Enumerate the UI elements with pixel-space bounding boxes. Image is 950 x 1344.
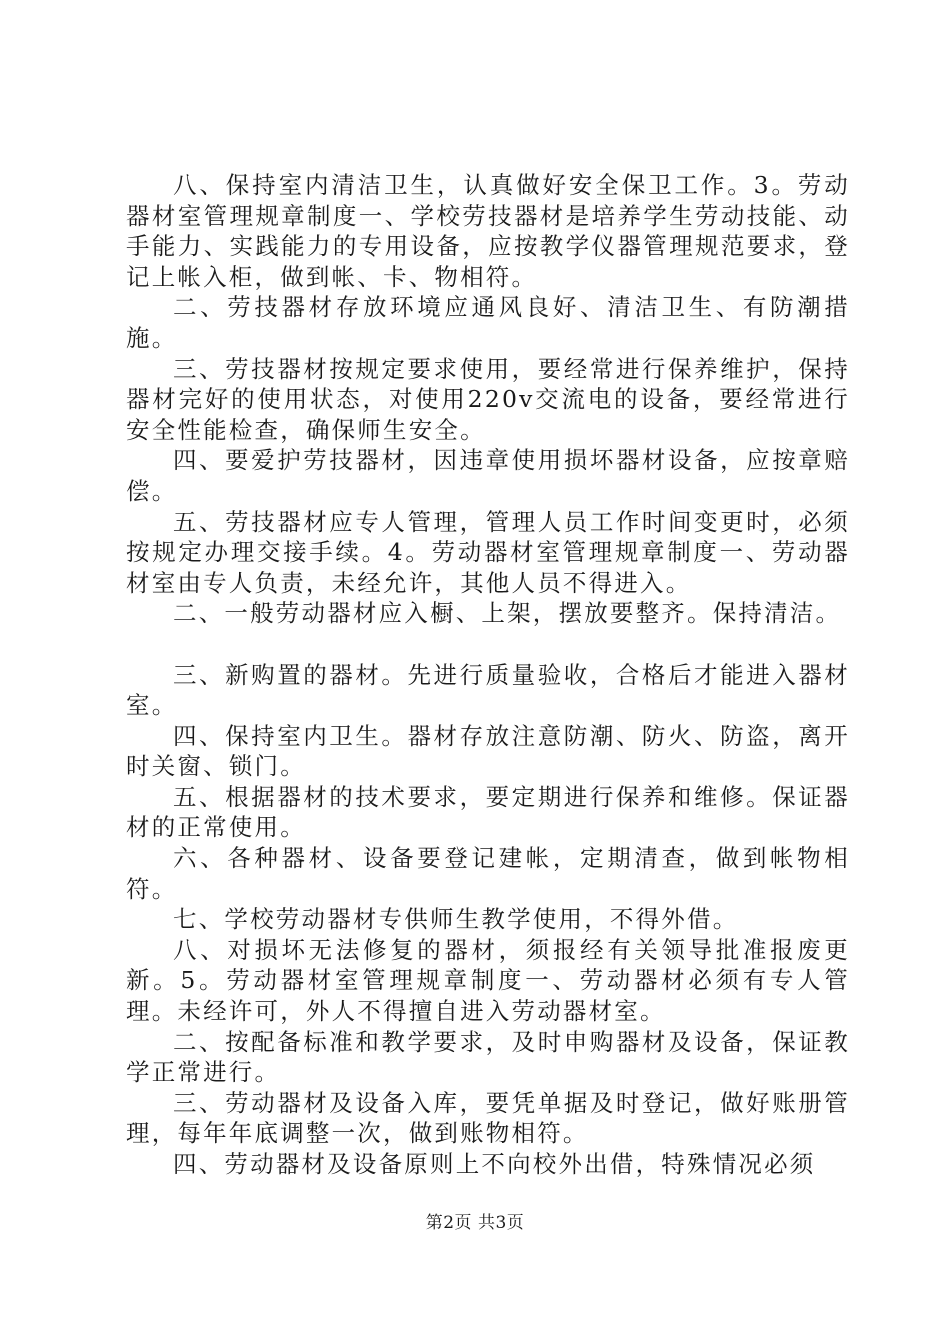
paragraph: 三、劳技器材按规定要求使用，要经常进行保养维护，保持器材完好的使用状态，对使用220v交流电的设备，要经常进行安全性能检查，确保师生安全。 <box>126 354 850 444</box>
paragraph: 三、劳动器材及设备入库，要凭单据及时登记，做好账册管理，每年年底调整一次，做到账物相符。 <box>126 1088 850 1148</box>
paragraph: 三、新购置的器材。先进行质量验收，合格后才能进入器材室。 <box>126 660 850 720</box>
paragraph: 六、各种器材、设备要登记建帐，定期清查，做到帐物相符。 <box>126 844 850 903</box>
paragraph: 五、根据器材的技术要求，要定期进行保养和维修。保证器材的正常使用。 <box>126 782 850 842</box>
document-body <box>126 170 850 1180</box>
paragraph: 七、学校劳动器材专供师生教学使用，不得外借。 <box>173 905 739 934</box>
paragraph: 四、要爱护劳技器材，因违章使用损坏器材设备，应按章赔偿。 <box>126 446 850 505</box>
paragraph: 八、对损坏无法修复的器材，须报经有关领导批准报废更新。5。劳动器材室管理规章制度一、劳动器材必须有专人管理。未经许可，外人不得擅自进入劳动器材室。 <box>126 935 850 1026</box>
paragraph: 二、按配备标准和教学要求，及时申购器材及设备，保证教学正常进行。 <box>126 1027 850 1087</box>
paragraph: 四、保持室内卫生。器材存放注意防潮、防火、防盗，离开时关窗、锁门。 <box>126 721 850 781</box>
paragraph: 四、劳动器材及设备原则上不向校外出借，特殊情况必须 <box>173 1150 816 1178</box>
paragraph: 八、保持室内清洁卫生，认真做好安全保卫工作。3。劳动器材室管理规章制度一、学校劳技器材是培养学生劳动技能、动手能力、实践能力的专用设备，应按教学仪器管理规范要求，登记上帐入柜，做到帐、卡、物相符。 <box>126 171 850 291</box>
page-footer: 第2页 共3页 <box>425 1213 525 1233</box>
paragraph: 五、劳技器材应专人管理，管理人员工作时间变更时，必须按规定办理交接手续。4。劳动器材室管理规章制度一、劳动器材室由专人负责，未经允许，其他人员不得进入。 <box>126 507 850 597</box>
paragraph: 二、一般劳动器材应入橱、上架，摆放要整齐。保持清洁。 <box>173 599 842 628</box>
paragraph: 二、劳技器材存放环境应通风良好、清洁卫生、有防潮措施。 <box>126 293 850 352</box>
